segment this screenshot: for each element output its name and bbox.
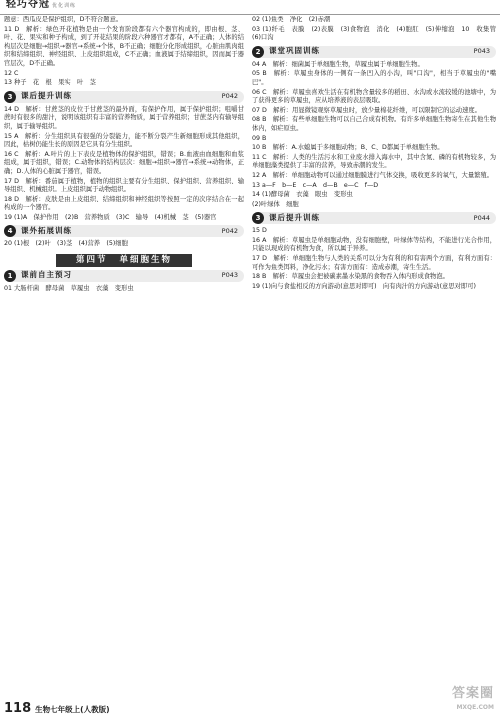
answer-item: 02 (1)鱼类 净化 (2)赤潮 — [252, 16, 331, 23]
section-page-ref: P044 — [473, 213, 490, 222]
answer-item: 11 D 解析：绿色开花植物是由一个发育阶段都有六个器官构成的，即由根、茎、叶、花、果实和种子构成，到了开花结果的阶段六种器官才都有，A不正确；人体的结构层次是细胞→组织→器官→系统→个体，B不正确；细胞分化形成组织，心脏由肌肉组织和结缔组织、神经组织、上皮组织组成，C不正确；血液属于结缔组织，因而属于器官层次，D不正确。 — [4, 25, 244, 67]
answer-item: 05 B 解析：草履虫身体的一侧有一条凹入的小沟，叫"口沟"，相当于草履虫的"嘴巴"。 — [252, 70, 496, 86]
section-title: 课前自主预习 — [21, 270, 72, 280]
brand-logo — [6, 1, 76, 11]
section-title: 课后提升训练 — [21, 91, 72, 101]
left-column — [4, 16, 244, 699]
section-bar — [4, 270, 244, 282]
chapter-label: 第四节 — [75, 255, 108, 266]
answer-item: 题意：西瓜皮是保护组织，D不符合题意。 — [4, 16, 123, 23]
section-title: 课堂巩固训练 — [269, 46, 320, 56]
answer-item: 14 D 解析：甘蔗茎的皮位于甘蔗茎的最外面，有保护作用，属于保护组织；咀嚼甘蔗时有很多的甜汁，说明该组织有丰富的营养物质，属于营养组织；甘蔗茎内有输导组织，属于输导组织。 — [4, 105, 244, 130]
answer-item: 06 C 解析：草履虫喜欢生活在有机物含量较多的稻田、水沟或水流较缓的池塘中，为了获得更多的草履虫，应从培养液的表层吸取。 — [252, 88, 496, 105]
section-page-ref: P043 — [473, 47, 490, 56]
section-bar — [252, 212, 496, 224]
section-number: 3 — [4, 91, 16, 103]
brand-subtitle: 优化训练 — [52, 3, 77, 9]
chapter-heading — [4, 254, 244, 267]
answer-item: 16 A 解析：草履虫是单细胞动物，没有细胞壁，叶绿体等结构，不能进行光合作用，只能以现成的有机物为食，所以属于异养。 — [252, 236, 496, 253]
answer-item: 18 B 解析：草履虫会把被碳素墨水染黑的食物吞入体内形成食物泡。 — [252, 273, 449, 281]
chapter-title: 单细胞生物 — [119, 255, 173, 266]
answer-item: 01 大肠杆菌 酵母菌 草履虫 衣藻 变形虫 — [4, 284, 134, 292]
brand-name: 轻巧夺冠 — [6, 0, 50, 10]
page-footer — [4, 701, 110, 717]
answer-item: 14 (1)酵母菌 衣藻 眼虫 变形虫 — [252, 191, 353, 199]
answer-item: 15 D — [252, 227, 267, 235]
answer-item: (2)叶绿体 细胞 — [252, 200, 299, 208]
watermark-url: MXQE.COM — [456, 704, 494, 711]
book-subject: 生物七年级上(人教版) — [35, 705, 110, 715]
answer-item: 20 (1)根 (2)叶 (3)茎 (4)营养 (5)细胞 — [4, 240, 128, 248]
section-number: 2 — [252, 46, 264, 58]
answer-item: 07 D 解析：用显微镜观察草履虫时，放少量棉花纤维，可以限制它的运动速度。 — [252, 106, 481, 114]
answer-item: 19 (1)向与食盐相反的方向游动(意思对即可) 向有肉汁的方向游动(意思对即可) — [252, 282, 476, 290]
answer-item: 13 种子 花 根 果实 叶 茎 — [4, 79, 96, 87]
answer-item: 16 C 解析：A.叶片的上下表皮是植物体的保护组织，错误；B.血液由血细胞和血浆组成，属于组织，错误；C.动物体的结构层次：细胞→组织→器官→系统→动物体，正确；D.人体的心脏属于器官，错误。 — [4, 150, 244, 175]
section-number: 1 — [4, 270, 16, 282]
answer-item: 13 a—F b—E c—A d—B e—C f—D — [252, 181, 379, 189]
answer-item: 09 B — [252, 134, 267, 142]
answer-item: 11 C 解析：人类的生活污水和工业废水排入海水中，其中含氮、磷的有机物较多，为单细胞藻类提供了丰富的营养，导致赤潮的发生。 — [252, 153, 496, 170]
answer-item: 12 A 解析：单细胞动物可以通过细胞膜进行气体交换，吸收更多的氧气，大量繁殖。 — [252, 171, 494, 179]
section-bar — [4, 225, 244, 237]
section-page-ref: P042 — [221, 227, 238, 236]
page-number: 118 — [4, 701, 32, 717]
watermark — [452, 687, 494, 715]
answer-item: 15 A 解析：分生组织具有很强的分裂能力，能不断分裂产生新细胞形成其他组织，因此，枯树仍能生长的原因是它具有分生组织。 — [4, 132, 244, 149]
answer-item: 17 D 解析：番茄属于植物，植物的组织主要有分生组织、保护组织、营养组织、输导组织、机械组织。上皮组织属于动物组织。 — [4, 177, 244, 194]
section-number: 3 — [252, 212, 264, 224]
answer-item: 10 B 解析：A.水螅属于多细胞动物；B、C、D都属于单细胞生物。 — [252, 144, 444, 152]
section-page-ref: P043 — [221, 271, 238, 280]
section-title: 课后提升训练 — [269, 212, 320, 222]
section-bar — [4, 91, 244, 103]
answer-item: 19 (1)A 保护作用 (2)B 营养物质 (3)C 输导 (4)机械 茎 (5)器官 — [4, 213, 217, 221]
section-page-ref: P042 — [221, 92, 238, 101]
page-header — [0, 0, 500, 15]
section-number: 4 — [4, 225, 16, 237]
section-bar — [252, 46, 496, 58]
answer-item: 03 (1)纤毛 表膜 (2)表膜 (3)食物泡 消化 (4)胞肛 (5)伸缩泡 10 收集管 (6)口沟 — [252, 25, 496, 42]
section-title: 课外拓展训练 — [21, 226, 72, 236]
answer-item: 17 D 解析：单细胞生物与人类的关系可以分为有利的和有害两个方面，有利方面有：可作为鱼类饵料，净化污水；有害方面有：造成赤潮，寄生生活。 — [252, 255, 496, 271]
right-column — [252, 16, 496, 699]
answer-item: 12 C — [4, 69, 19, 77]
answer-item: 18 D 解析：皮肤是由上皮组织、结缔组织和神经组织等按照一定的次序结合在一起构成的一个器官。 — [4, 195, 244, 212]
watermark-text: 答案圈 — [451, 686, 494, 701]
answer-item: 04 A 解析：细菌属于单细胞生物，草履虫属于单细胞生物。 — [252, 60, 424, 68]
answer-item: 08 B 解析：有些单细胞生物可以自己合成有机物。有许多单细胞生物寄生在其他生物体内，如疟原虫。 — [252, 116, 496, 132]
